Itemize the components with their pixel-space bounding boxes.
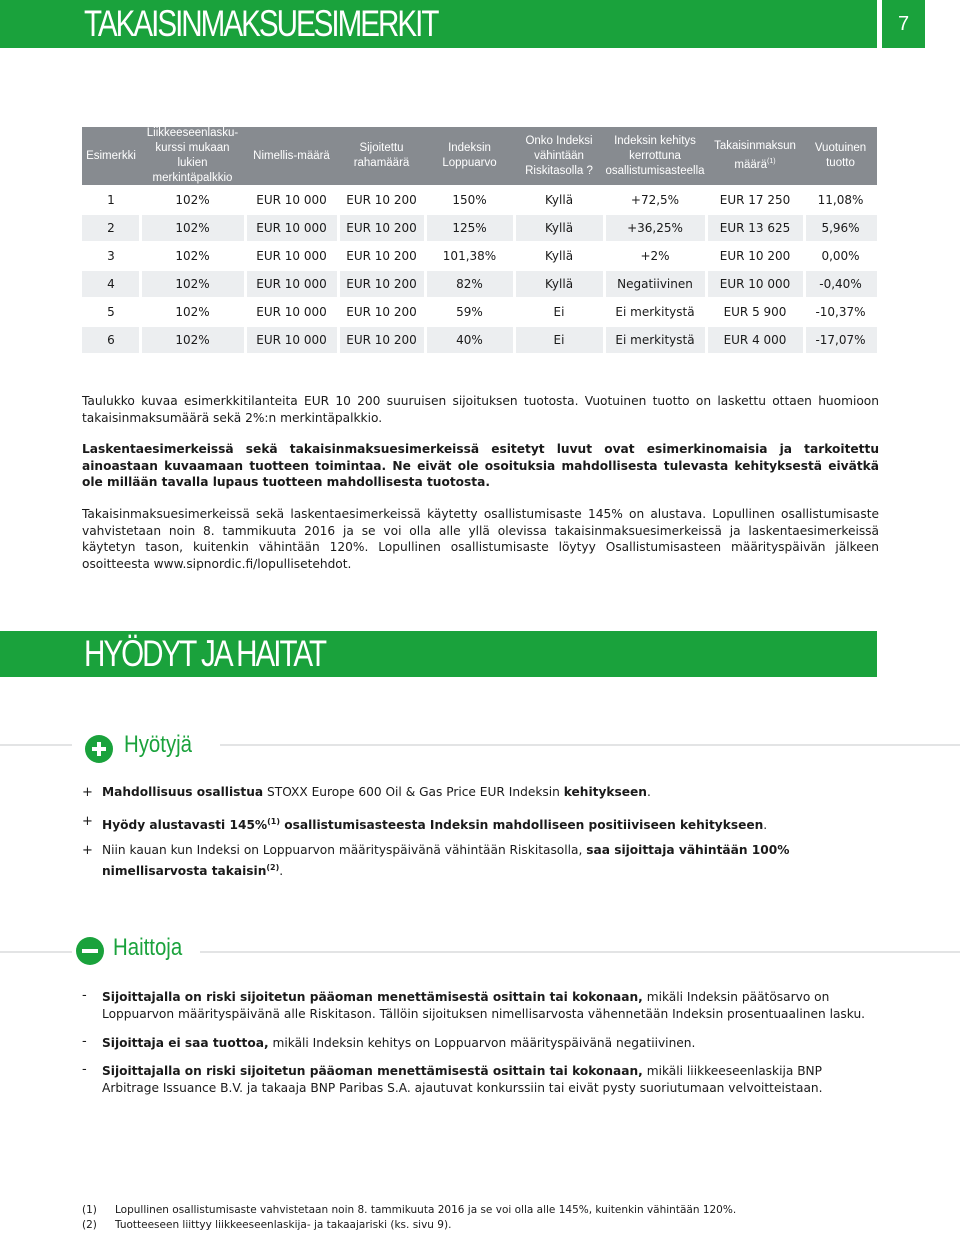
footnote-mark: (1) bbox=[82, 1204, 97, 1216]
table-header-row bbox=[82, 127, 877, 185]
table-cell: 102% bbox=[175, 305, 210, 319]
table-cell: EUR 10 000 bbox=[256, 333, 327, 347]
table-cell: 5 bbox=[107, 305, 115, 319]
column-divider bbox=[705, 215, 708, 241]
footnote-text: Tuotteeseen liittyy liikkeeseenlaskija- ja takaajariski (ks. sivu 9). bbox=[115, 1219, 452, 1231]
table-cell: Kyllä bbox=[544, 277, 574, 291]
column-divider bbox=[705, 243, 708, 269]
table-cell: 102% bbox=[175, 193, 210, 207]
column-divider bbox=[337, 299, 340, 325]
plus-circle-icon bbox=[85, 735, 113, 763]
column-divider bbox=[244, 215, 247, 241]
plus-bullet: + bbox=[82, 843, 93, 858]
column-divider bbox=[337, 271, 340, 297]
table-cell: +36,25% bbox=[627, 221, 683, 235]
column-header: Onko Indeksi vähintään Riskitasolla ? bbox=[525, 134, 593, 177]
drawback-item: Sijoittaja ei saa tuottoa, mikäli Indeksin kehitys on Loppuarvon määrityspäivänä negatiivinen. bbox=[102, 1036, 696, 1050]
drawback-item: Sijoittajalla on riski sijoitetun pääoman menettämisestä osittain tai kokonaan, mikäli liikkeeseenlaskija BNP Arbitrage Issuance B.V. ja takaaja BNP Paribas S.A. ajautuvat konkurssiin tai eivät pysty suoriutumaan velvoitteistaan. bbox=[102, 1064, 823, 1095]
column-divider bbox=[603, 243, 606, 269]
table-cell: EUR 10 200 bbox=[346, 193, 417, 207]
table-cell: 6 bbox=[107, 333, 115, 347]
column-divider bbox=[705, 299, 708, 325]
column-divider bbox=[513, 187, 516, 213]
table-row bbox=[82, 299, 877, 325]
table-row bbox=[82, 327, 877, 353]
table-cell: EUR 10 000 bbox=[256, 277, 327, 291]
plus-bullet: + bbox=[82, 814, 93, 829]
column-divider bbox=[244, 243, 247, 269]
column-divider bbox=[603, 327, 606, 353]
column-divider bbox=[424, 187, 427, 213]
column-divider bbox=[244, 327, 247, 353]
benefits-title: Hyötyjä bbox=[124, 731, 193, 758]
column-divider bbox=[803, 327, 806, 353]
column-divider bbox=[337, 187, 340, 213]
column-divider bbox=[337, 243, 340, 269]
minus-bullet: - bbox=[82, 1034, 87, 1049]
column-divider bbox=[424, 327, 427, 353]
table-cell: EUR 10 000 bbox=[256, 305, 327, 319]
table-cell: EUR 10 200 bbox=[346, 333, 417, 347]
table-cell: 2 bbox=[107, 221, 115, 235]
table-caption: Taulukko kuvaa esimerkkitilanteita EUR 10 200 suuruisen sijoituksen tuotosta. Vuotuinen tuotto on laskettu ottaen huomioon takaisinmaksumäärä sekä 2%:n merkintäpalkkio. bbox=[82, 394, 879, 425]
table-cell: 0,00% bbox=[821, 249, 860, 263]
table-cell: EUR 5 900 bbox=[723, 305, 787, 319]
table-cell: EUR 13 625 bbox=[719, 221, 791, 235]
drawbacks-title: Haittoja bbox=[113, 934, 183, 961]
table-cell: EUR 10 000 bbox=[256, 249, 327, 263]
plus-bullet: + bbox=[82, 785, 93, 800]
benefit-item: Niin kauan kun Indeksi on Loppuarvon määrityspäivänä vähintään Riskitasolla, saa sijoittaja vähintään 100% nimellisarvosta takaisin$^{(2)}$. bbox=[102, 843, 790, 879]
benefit-item: Mahdollisuus osallistua STOXX Europe 600 Oil & Gas Price EUR Indeksin kehitykseen. bbox=[102, 785, 651, 799]
page-number: 7 bbox=[882, 0, 925, 48]
table-cell: 4 bbox=[107, 277, 115, 291]
section-title: HYÖDYT JA HAITAT bbox=[84, 633, 326, 674]
table-cell: EUR 10 000 bbox=[719, 277, 791, 291]
column-header: Liikkeeseenlasku- kurssi mukaan lukien merkintäpalkkio bbox=[146, 127, 239, 184]
column-header: Nimellis-määrä bbox=[253, 149, 330, 162]
column-divider bbox=[139, 243, 142, 269]
table-cell: -17,07% bbox=[815, 333, 866, 347]
table-cell: -0,40% bbox=[819, 277, 862, 291]
footnote-text: Lopullinen osallistumisaste vahvistetaan noin 8. tammikuuta 2016 ja se voi olla alle 145%, kuitenkin vähintään 120%. bbox=[115, 1204, 737, 1216]
table-row bbox=[82, 187, 877, 213]
table-cell: EUR 10 200 bbox=[346, 221, 417, 235]
column-divider bbox=[513, 243, 516, 269]
divider bbox=[220, 744, 960, 746]
table-cell: +2% bbox=[640, 249, 670, 263]
table-cell: 11,08% bbox=[817, 193, 864, 207]
table-cell: -10,37% bbox=[815, 305, 866, 319]
table-cell: EUR 10 000 bbox=[256, 221, 327, 235]
table-cell: 150% bbox=[452, 193, 487, 207]
column-header: Esimerkki bbox=[86, 149, 136, 162]
table-cell: Negatiivinen bbox=[617, 277, 693, 291]
table-cell: 102% bbox=[175, 221, 210, 235]
table-cell: EUR 10 200 bbox=[346, 249, 417, 263]
table-cell: 40% bbox=[456, 333, 483, 347]
table-cell: 3 bbox=[107, 249, 115, 263]
column-divider bbox=[337, 327, 340, 353]
column-divider bbox=[803, 215, 806, 241]
drawback-item: Sijoittajalla on riski sijoitetun pääoman menettämisestä osittain tai kokonaan, mikäli Indeksin päätösarvo on Loppuarvon määrityspäivänä alle Riskitason. Tällöin sijoituksen nimellisarvosta vähennetään Indeksin prosentuaalinen lasku. bbox=[102, 990, 866, 1021]
table-cell: 59% bbox=[456, 305, 483, 319]
column-header: Sijoitettu rahamäärä bbox=[353, 142, 410, 169]
minus-bullet: - bbox=[82, 1062, 87, 1077]
divider bbox=[200, 951, 960, 953]
column-divider bbox=[244, 299, 247, 325]
column-divider bbox=[424, 243, 427, 269]
column-divider bbox=[139, 327, 142, 353]
column-divider bbox=[513, 271, 516, 297]
minus-bullet: - bbox=[82, 988, 87, 1003]
table-cell: 125% bbox=[452, 221, 487, 235]
table-row bbox=[82, 243, 877, 269]
table-cell: Ei bbox=[553, 305, 565, 319]
column-divider bbox=[803, 271, 806, 297]
column-divider bbox=[705, 271, 708, 297]
table-cell: EUR 10 000 bbox=[256, 193, 327, 207]
table-cell: Ei bbox=[553, 333, 565, 347]
column-divider bbox=[424, 215, 427, 241]
column-header: Vuotuinen tuotto bbox=[814, 142, 867, 169]
column-divider bbox=[513, 327, 516, 353]
footnote-mark: (2) bbox=[82, 1219, 97, 1231]
column-divider bbox=[705, 187, 708, 213]
column-divider bbox=[513, 215, 516, 241]
column-divider bbox=[513, 299, 516, 325]
column-divider bbox=[603, 215, 606, 241]
column-divider bbox=[139, 215, 142, 241]
disclaimer-paragraph: Laskentaesimerkeissä sekä takaisinmaksuesimerkeissä esitetyt luvut ovat esimerkinomaisia ja tarkoitettu ainoastaan kuvaamaan tuotteen toimintaa. Ne eivät ole osoituksia mahdollisesta tulevasta kehityksestä eivätkä ole millään tavalla lupaus tuotteen mahdollisesta tuotosta. bbox=[82, 442, 879, 489]
table-cell: EUR 10 200 bbox=[346, 277, 417, 291]
table-row bbox=[82, 215, 877, 241]
table-row bbox=[82, 271, 877, 297]
benefit-item: Hyödy alustavasti 145%$^{(1)}$ osallistumisasteesta Indeksin mahdolliseen positiiviseen kehitykseen. bbox=[102, 817, 768, 833]
column-divider bbox=[803, 187, 806, 213]
column-divider bbox=[139, 187, 142, 213]
table-cell: Kyllä bbox=[544, 193, 574, 207]
participation-paragraph: Takaisinmaksuesimerkeissä sekä laskentaesimerkeissä käytetty osallistumisaste 145% on alustava. Lopullinen osallistumisaste vahvistetaan noin 8. tammikuuta 2016 ja se voi olla alle yllä olevissa takaisinmaksuesimerkeissä ja laskentaesimerkeissä käytetyn tason, kuitenkin vähintään 120%. Lopullinen osallistumisaste löytyy Osallistumisasteen määrityspäivän jälkeen osoitteesta www.sipnordic.fi/lopullisetehdot. bbox=[82, 507, 879, 571]
table-cell: EUR 10 200 bbox=[719, 249, 791, 263]
column-header: Takaisinmaksun määrä$^{(1)}$ bbox=[714, 140, 796, 171]
divider bbox=[0, 951, 72, 953]
column-divider bbox=[603, 271, 606, 297]
column-header: Indeksin Loppuarvo bbox=[442, 142, 497, 169]
column-divider bbox=[803, 243, 806, 269]
table-cell: Kyllä bbox=[544, 221, 574, 235]
table-cell: EUR 4 000 bbox=[723, 333, 787, 347]
column-divider bbox=[139, 299, 142, 325]
table-cell: EUR 10 200 bbox=[346, 305, 417, 319]
column-divider bbox=[803, 299, 806, 325]
column-divider bbox=[337, 215, 340, 241]
table-cell: 102% bbox=[175, 333, 210, 347]
table-cell: 101,38% bbox=[442, 249, 497, 263]
minus-circle-icon bbox=[76, 937, 104, 965]
column-divider bbox=[603, 299, 606, 325]
table-cell: +72,5% bbox=[630, 193, 680, 207]
table-cell: 5,96% bbox=[821, 221, 860, 235]
column-header: Indeksin kehitys kerrottuna osallistumisasteella bbox=[605, 134, 705, 177]
divider bbox=[0, 744, 72, 746]
table-cell: 1 bbox=[107, 193, 115, 207]
table-cell: Ei merkitystä bbox=[615, 305, 695, 319]
table-cell: 102% bbox=[175, 277, 210, 291]
column-divider bbox=[424, 271, 427, 297]
column-divider bbox=[603, 187, 606, 213]
table-cell: Kyllä bbox=[544, 249, 574, 263]
page-title: TAKAISINMAKSUESIMERKIT bbox=[84, 3, 438, 44]
column-divider bbox=[139, 271, 142, 297]
column-divider bbox=[705, 327, 708, 353]
column-divider bbox=[244, 271, 247, 297]
table-cell: 102% bbox=[175, 249, 210, 263]
table-cell: Ei merkitystä bbox=[615, 333, 695, 347]
column-divider bbox=[424, 299, 427, 325]
table-cell: EUR 17 250 bbox=[719, 193, 791, 207]
column-divider bbox=[244, 187, 247, 213]
table-cell: 82% bbox=[456, 277, 483, 291]
